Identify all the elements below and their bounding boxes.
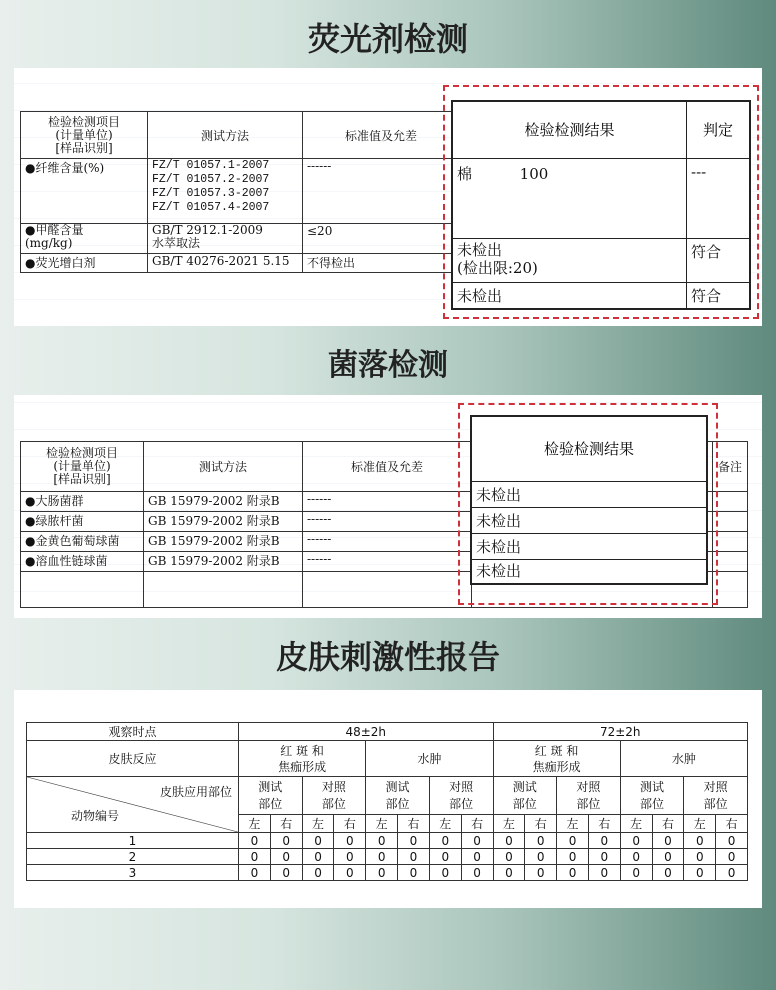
- header-method: 测试方法: [148, 112, 303, 159]
- fluorescent-table: [20, 111, 460, 273]
- bacteria-row-item: ●绿脓杆菌: [21, 512, 144, 532]
- result-fiber: 棉 100: [457, 165, 549, 183]
- row-brightener-standard: 不得检出: [303, 254, 460, 273]
- score-cell: 0: [270, 865, 302, 881]
- side-left-label: 左: [239, 815, 271, 833]
- score-cell: 0: [239, 849, 271, 865]
- time-72h: 72±2h: [493, 723, 748, 741]
- bacteria-report-panel: [14, 395, 762, 618]
- score-cell: 0: [429, 849, 461, 865]
- side-left-label: 左: [302, 815, 334, 833]
- score-cell: 0: [525, 865, 557, 881]
- bacteria-header-standard: 标准值及允差: [303, 442, 472, 492]
- fluorescent-result-box: [451, 100, 751, 310]
- edema-48h: 水肿: [366, 741, 493, 777]
- score-cell: 0: [716, 849, 748, 865]
- bacteria-header-remark: 备注: [713, 442, 748, 492]
- test-site-header: 测试 部位: [493, 777, 557, 815]
- control-site-header: 对照 部位: [557, 777, 621, 815]
- test-site-header: 测试 部位: [239, 777, 303, 815]
- erythema-48h: 红 斑 和 焦痂形成: [239, 741, 366, 777]
- test-site-header: 测试 部位: [620, 777, 684, 815]
- row-fiber-standard: ------: [303, 159, 460, 224]
- bacteria-row-method: GB 15979-2002 附录B: [144, 512, 303, 532]
- bacteria-result: 未检出: [472, 559, 706, 582]
- side-left-label: 左: [493, 815, 525, 833]
- score-cell: 0: [334, 833, 366, 849]
- skin-report-panel: [14, 690, 762, 908]
- bacteria-row-item: ●大肠菌群: [21, 492, 144, 512]
- bacteria-result: 未检出: [472, 533, 706, 560]
- judge-brightener: 符合: [691, 287, 722, 305]
- score-cell: 0: [684, 849, 716, 865]
- animal-label: 动物编号: [71, 809, 120, 823]
- score-cell: 0: [493, 849, 525, 865]
- row-brightener-item: ●荧光增白剂: [21, 254, 148, 273]
- score-cell: 0: [684, 865, 716, 881]
- reaction-label: 皮肤反应: [27, 741, 239, 777]
- bacteria-header-item: 检验检测项目 (计量单位) [样品识别]: [21, 442, 144, 492]
- score-cell: 0: [588, 849, 620, 865]
- erythema-72h: 红 斑 和 焦痂形成: [493, 741, 620, 777]
- bacteria-row-item: ●溶血性链球菌: [21, 552, 144, 572]
- result-formaldehyde: 未检出 (检出限:20): [457, 241, 538, 277]
- row-formaldehyde-item: ●甲醛含量 (mg/kg): [21, 224, 148, 254]
- score-cell: 0: [557, 833, 589, 849]
- header-item: 检验检测项目 (计量单位) [样品识别]: [21, 112, 148, 159]
- control-site-header: 对照 部位: [429, 777, 493, 815]
- score-cell: 0: [716, 865, 748, 881]
- row-fiber-method: FZ/T 01057.1-2007 FZ/T 01057.2-2007 FZ/T 01057.3-2007 FZ/T 01057.4-2007: [148, 159, 303, 224]
- observe-label: 观察时点: [27, 723, 239, 741]
- row-brightener-method: GB/T 40276-2021 5.15: [148, 254, 303, 273]
- score-cell: 0: [588, 865, 620, 881]
- side-right-label: 右: [525, 815, 557, 833]
- score-cell: 0: [302, 865, 334, 881]
- time-48h: 48±2h: [239, 723, 494, 741]
- side-right-label: 右: [588, 815, 620, 833]
- fluorescent-report-panel: [14, 68, 762, 326]
- score-cell: 0: [557, 865, 589, 881]
- score-cell: 0: [334, 865, 366, 881]
- score-cell: 0: [398, 833, 430, 849]
- score-cell: 0: [239, 833, 271, 849]
- edema-72h: 水肿: [620, 741, 747, 777]
- bacteria-row-standard: ------: [303, 552, 472, 572]
- bacteria-row-method: GB 15979-2002 附录B: [144, 532, 303, 552]
- side-right-label: 右: [270, 815, 302, 833]
- table-row: [27, 849, 748, 865]
- animal-id: 2: [27, 849, 239, 865]
- score-cell: 0: [366, 833, 398, 849]
- bacteria-header-method: 测试方法: [144, 442, 303, 492]
- diagonal-header-cell: [27, 777, 239, 833]
- side-right-label: 右: [398, 815, 430, 833]
- bacteria-result-box: [470, 415, 708, 585]
- score-cell: 0: [716, 833, 748, 849]
- score-cell: 0: [525, 833, 557, 849]
- header-standard: 标准值及允差: [303, 112, 460, 159]
- bacteria-row-item: ●金黄色葡萄球菌: [21, 532, 144, 552]
- score-cell: 0: [493, 865, 525, 881]
- score-cell: 0: [270, 833, 302, 849]
- bacteria-result-header: 检验检测结果: [543, 440, 634, 458]
- side-left-label: 左: [366, 815, 398, 833]
- score-cell: 0: [429, 833, 461, 849]
- bacteria-row-method: GB 15979-2002 附录B: [144, 552, 303, 572]
- score-cell: 0: [684, 833, 716, 849]
- score-cell: 0: [302, 849, 334, 865]
- bacteria-row-standard: ------: [303, 492, 472, 512]
- side-left-label: 左: [684, 815, 716, 833]
- row-formaldehyde-method: GB/T 2912.1-2009 水萃取法: [148, 224, 303, 254]
- side-right-label: 右: [334, 815, 366, 833]
- score-cell: 0: [620, 865, 652, 881]
- control-site-header: 对照 部位: [684, 777, 748, 815]
- score-cell: 0: [334, 849, 366, 865]
- table-row: [27, 865, 748, 881]
- score-cell: 0: [588, 833, 620, 849]
- side-left-label: 左: [429, 815, 461, 833]
- skin-irritation-table: [26, 722, 748, 881]
- score-cell: 0: [620, 849, 652, 865]
- score-cell: 0: [652, 833, 684, 849]
- score-cell: 0: [620, 833, 652, 849]
- score-cell: 0: [557, 849, 589, 865]
- row-fiber-item: ●纤维含量(%): [21, 159, 148, 224]
- score-cell: 0: [366, 865, 398, 881]
- control-site-header: 对照 部位: [302, 777, 366, 815]
- side-left-label: 左: [620, 815, 652, 833]
- score-cell: 0: [652, 849, 684, 865]
- site-label: 皮肤应用部位: [159, 785, 232, 799]
- score-cell: 0: [525, 849, 557, 865]
- section-title-skin: 皮肤刺激性报告: [275, 638, 500, 676]
- side-right-label: 右: [652, 815, 684, 833]
- bacteria-row-method: GB 15979-2002 附录B: [144, 492, 303, 512]
- result-header: 检验检测结果: [453, 102, 687, 158]
- table-row: [27, 833, 748, 849]
- animal-id: 1: [27, 833, 239, 849]
- score-cell: 0: [270, 849, 302, 865]
- score-cell: 0: [461, 849, 493, 865]
- score-cell: 0: [652, 865, 684, 881]
- side-right-label: 右: [716, 815, 748, 833]
- side-right-label: 右: [461, 815, 493, 833]
- row-formaldehyde-standard: ≤20: [303, 224, 460, 254]
- score-cell: 0: [398, 865, 430, 881]
- bacteria-row-standard: ------: [303, 512, 472, 532]
- score-cell: 0: [461, 833, 493, 849]
- bacteria-result: 未检出: [472, 507, 706, 534]
- score-cell: 0: [398, 849, 430, 865]
- score-cell: 0: [429, 865, 461, 881]
- test-site-header: 测试 部位: [366, 777, 430, 815]
- section-title-bacteria: 菌落检测: [328, 348, 448, 383]
- bacteria-result: 未检出: [472, 481, 706, 508]
- score-cell: 0: [302, 833, 334, 849]
- animal-id: 3: [27, 865, 239, 881]
- judge-fiber: ---: [691, 163, 707, 181]
- side-left-label: 左: [557, 815, 589, 833]
- score-cell: 0: [493, 833, 525, 849]
- section-title-fluorescent: 荧光剂检测: [307, 20, 468, 58]
- judge-formaldehyde: 符合: [691, 243, 722, 261]
- score-cell: 0: [461, 865, 493, 881]
- score-cell: 0: [239, 865, 271, 881]
- judge-header: 判定: [702, 121, 733, 139]
- score-cell: 0: [366, 849, 398, 865]
- result-brightener: 未检出: [457, 287, 503, 305]
- bacteria-row-standard: ------: [303, 532, 472, 552]
